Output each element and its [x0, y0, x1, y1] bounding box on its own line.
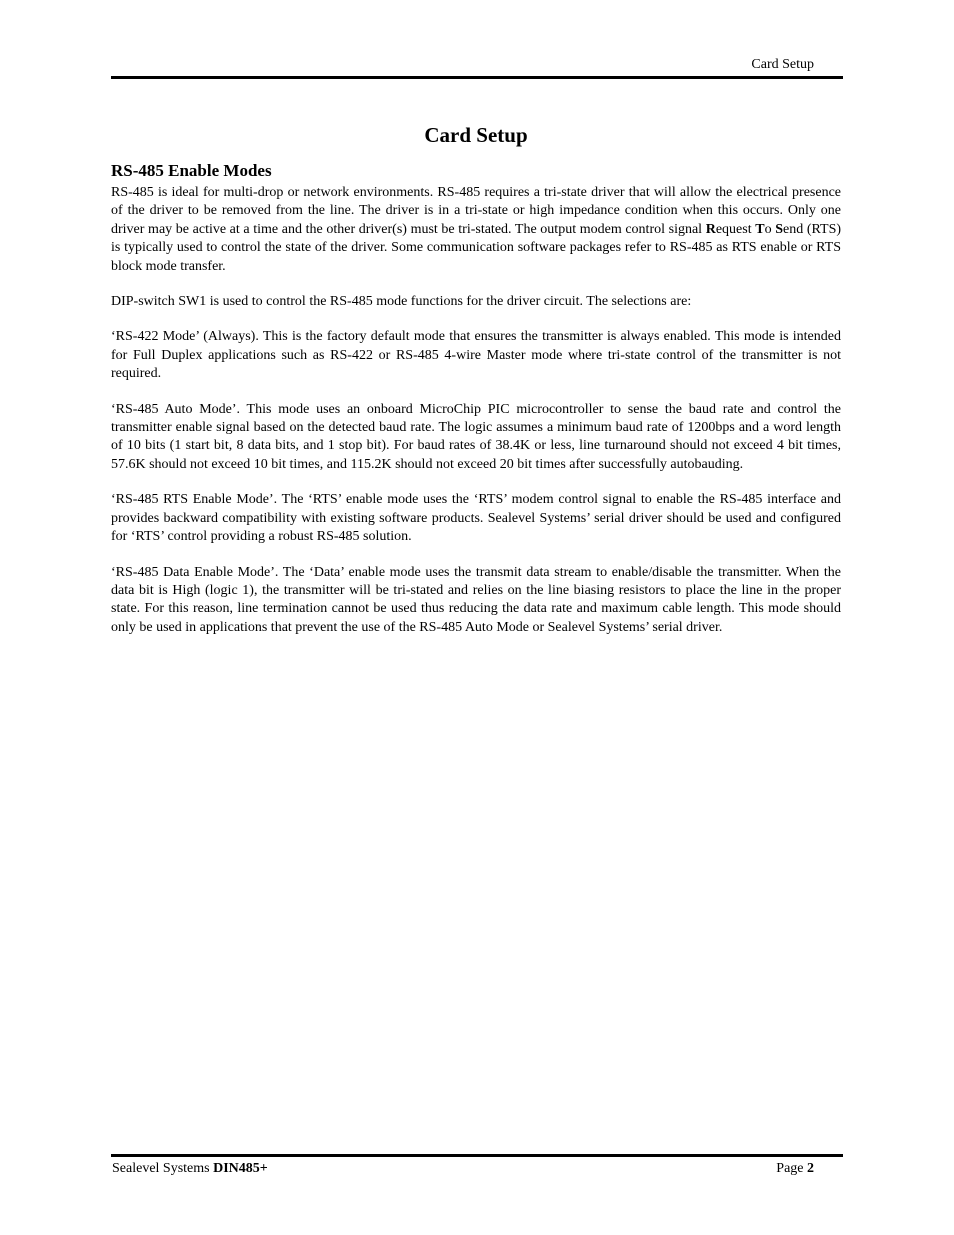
main-content — [111, 120, 841, 654]
footer-rule — [111, 1154, 843, 1157]
rts-letter-s: S — [775, 221, 784, 237]
rts-letter-r: R — [705, 221, 716, 237]
rs422-mode-paragraph: ‘RS-422 Mode’ (Always). This is the factory default mode that ensures the transmitter is always enabled. This mode is intended for Full Duplex applications such as RS-422 or RS-485 4-wire Master mode where tri-state control of the transmitter is not required. — [111, 329, 841, 382]
intro-paragraph — [111, 184, 841, 276]
section-heading: RS-485 Enable Modes — [111, 161, 272, 180]
intro-text: RS-485 is ideal for multi-drop or network environments. RS-485 requires a tri-state driver that will allow the electrical presence of the driver to be removed from the line. The driver is in a tri-state or high impedance condition when this occurs. Only one driver may be active at a time and the other driver(s) must be tri-stated. The output modem control signal — [111, 185, 841, 237]
running-header-title: Card Setup — [751, 57, 814, 72]
rts-word-to: o — [764, 221, 776, 237]
page-title: Card Setup — [424, 123, 528, 147]
page-label: Page — [776, 1161, 807, 1176]
rts-word-request: equest — [715, 221, 756, 237]
page-footer — [111, 1154, 843, 1184]
dip-switch-paragraph: DIP-switch SW1 is used to control the RS-485 mode functions for the driver circuit. The selections are: — [111, 294, 692, 310]
header-rule — [111, 76, 843, 79]
product-name: DIN485+ — [213, 1161, 268, 1176]
page-header — [111, 55, 843, 79]
rs485-rts-mode-paragraph: ‘RS-485 RTS Enable Mode’. The ‘RTS’ enable mode uses the ‘RTS’ modem control signal to enable the RS-485 interface and provides backward compatibility with existing software products. Sealevel Systems’ serial driver should be used and configured for ‘RTS’ control providing a robust RS-485 solution. — [111, 492, 841, 545]
rs485-auto-mode-paragraph: ‘RS-485 Auto Mode’. This mode uses an onboard MicroChip PIC microcontroller to sense the baud rate and control the transmitter enable signal based on the detected baud rate. The logic assumes a minimum baud rate of 1200bps and a word length of 10 bits (1 start bit, 8 data bits, and 1 stop bit). For baud rates of 38.4K or less, line turnaround should not exceed 4 bit times, 57.6K should not exceed 10 bit times, and 115.2K should not exceed 20 bit times after successfully autobauding. — [111, 401, 841, 472]
document-page — [111, 0, 843, 1235]
footer-company — [112, 1161, 268, 1177]
company-name: Sealevel Systems — [112, 1161, 214, 1176]
rs485-data-mode-paragraph: ‘RS-485 Data Enable Mode’. The ‘Data’ enable mode uses the transmit data stream to enable/disable the transmitter. When the data bit is High (logic 1), the transmitter will be tri-stated and relies on the line biasing resistors to place the line in the proper state. For this reason, line termination cannot be used thus reducing the data rate and maximum cable length. This mode should only be used in applications that prevent the use of the RS-485 Auto Mode or Sealevel Systems’ serial driver. — [111, 564, 841, 635]
rts-letter-t: T — [755, 221, 765, 237]
page-number-value: 2 — [807, 1161, 814, 1176]
intro-text-end: end (RTS) is typically used to control the state of the driver. Some communication software packages refer to RS-485 as RTS enable or RTS block mode transfer. — [111, 221, 842, 274]
page-number — [776, 1161, 814, 1177]
